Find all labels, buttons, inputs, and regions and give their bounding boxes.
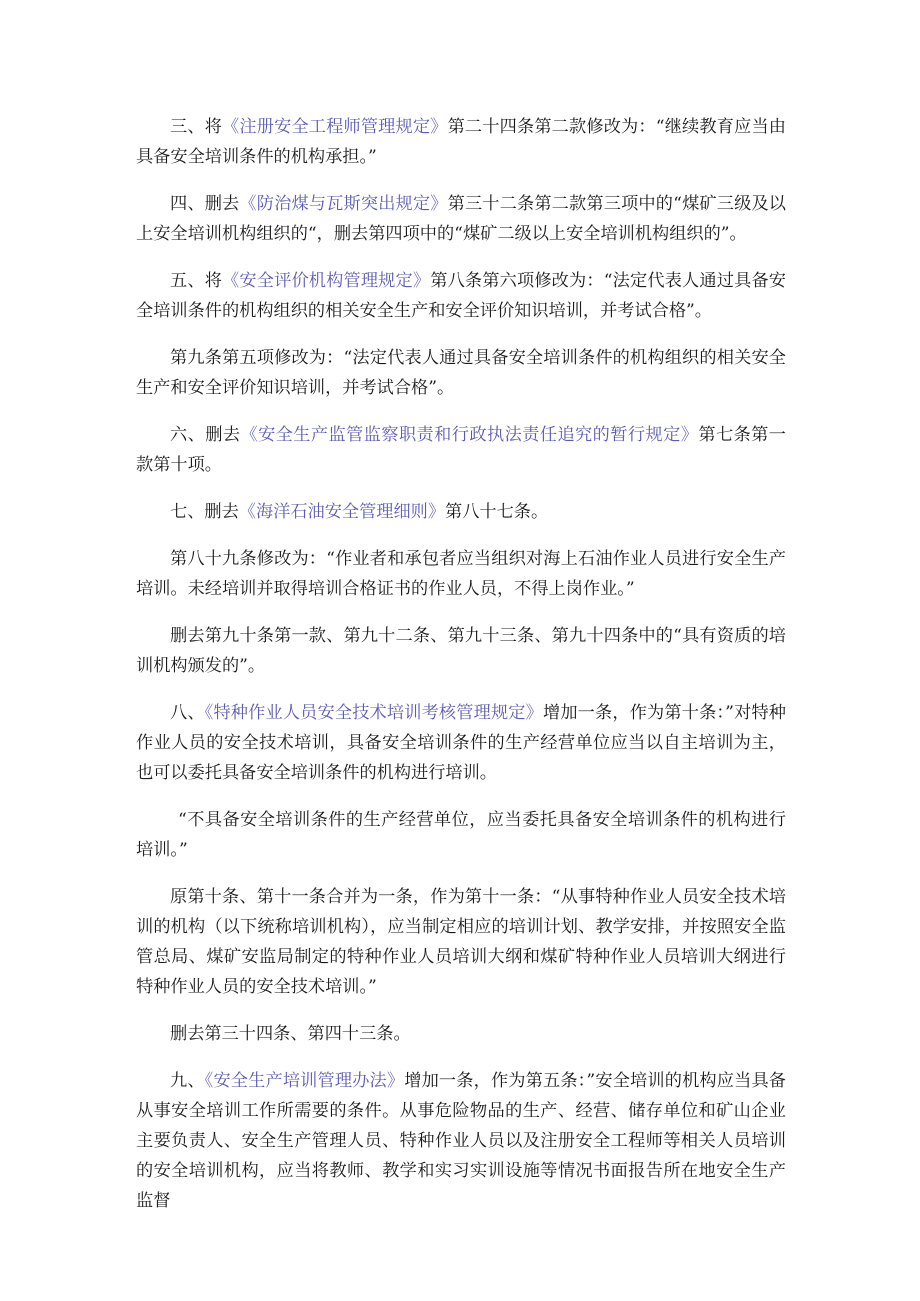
regulation-link[interactable]: 《安全生产培训管理办法》 [204,1071,405,1091]
paragraph-text: 第八十九条修改为：“作业者和承包者应当组织对海上石油作业人员进行安全生产培训。未经培训并取得培训合格证书的作业人员，不得上岗作业。” [136,549,786,599]
paragraph [136,882,786,1002]
regulation-link[interactable]: 《注册安全工程师管理规定》 [222,117,448,137]
paragraph-text: 第八十七条。 [445,502,549,522]
paragraph [136,266,786,326]
regulation-link[interactable]: 《防治煤与瓦斯突出规定》 [239,194,448,214]
paragraph [136,544,786,604]
paragraph [136,420,786,480]
paragraph [136,1066,786,1216]
paragraph-text: 第七条第一款第十项。 [136,425,786,475]
paragraph-text: 删去第三十四条、第四十三条。 [170,1024,411,1044]
paragraph [136,621,786,681]
paragraph [136,497,786,527]
paragraph-text: 增加一条，作为第十条：”对特种作业人员的安全技术培训，具备安全培训条件的生产经营单位应当以自主培训为主，也可以委托具备安全培训条件的机构进行培训。 [136,703,786,783]
paragraph-text: 九、 [170,1071,205,1091]
paragraph-text: 七、删去 [170,502,239,522]
paragraph-text: 四、删去 [170,194,240,214]
paragraph-text: “不具备安全培训条件的生产经营单位，应当委托具备安全培训条件的机构进行培训。” [136,810,786,860]
paragraph-text: 删去第九十条第一款、第九十二条、第九十三条、第九十四条中的“具有资质的培训机构颁发的”。 [136,626,786,676]
paragraph [136,112,786,172]
paragraph [136,698,786,788]
paragraph-text: 八、 [170,703,205,723]
regulation-link[interactable]: 《海洋石油安全管理细则》 [238,502,446,522]
paragraph [136,343,786,403]
paragraph-text: 第二十四条第二款修改为：“继续教育应当由具备安全培训条件的机构承担。” [136,117,786,167]
document-page [136,112,786,1233]
paragraph-text: 原第十条、第十一条合并为一条，作为第十一条：“从事特种作业人员安全技术培训的机构（以下统称培训机构），应当制定相应的培训计划、教学安排，并按照安全监管总局、煤矿安监局制定的特种作业人员培训大纲和煤矿特种作业人员培训大纲进行特种作业人员的安全技术培训。” [136,887,786,997]
paragraph-text: 六、删去 [170,425,241,445]
paragraph-text: 第九条第五项修改为：“法定代表人通过具备安全培训条件的机构组织的相关安全生产和安全评价知识培训，并考试合格”。 [136,348,786,398]
paragraph-text: 五、将 [170,271,223,291]
paragraph [136,1019,786,1049]
paragraph-text: 第三十二条第二款第三项中的“煤矿三级及以上安全培训机构组织的“，删去第四项中的“煤矿二级以上安全培训机构组织的”。 [136,194,786,244]
paragraph-text: 三、将 [170,117,223,137]
paragraph-text: 增加一条，作为第五条：”安全培训的机构应当具备从事安全培训工作所需要的条件。从事危险物品的生产、经营、储存单位和矿山企业主要负责人、安全生产管理人员、特种作业人员以及注册安全工程师等相关人员培训的安全培训机构，应当将教师、教学和实习实训设施等情况书面报告所在地安全生产监督 [136,1071,786,1211]
paragraph [136,805,786,865]
regulation-link[interactable]: 《安全评价机构管理规定》 [222,271,431,291]
regulation-link[interactable]: 《安全生产监管监察职责和行政执法责任追究的暂行规定》 [240,425,699,445]
paragraph-list [136,112,786,1216]
regulation-link[interactable]: 《特种作业人员安全技术培训考核管理规定》 [204,703,543,723]
paragraph-text: 第八条第六项修改为：“法定代表人通过具备安全培训条件的机构组织的相关安全生产和安全评价知识培训，并考试合格”。 [136,271,786,321]
paragraph [136,189,786,249]
